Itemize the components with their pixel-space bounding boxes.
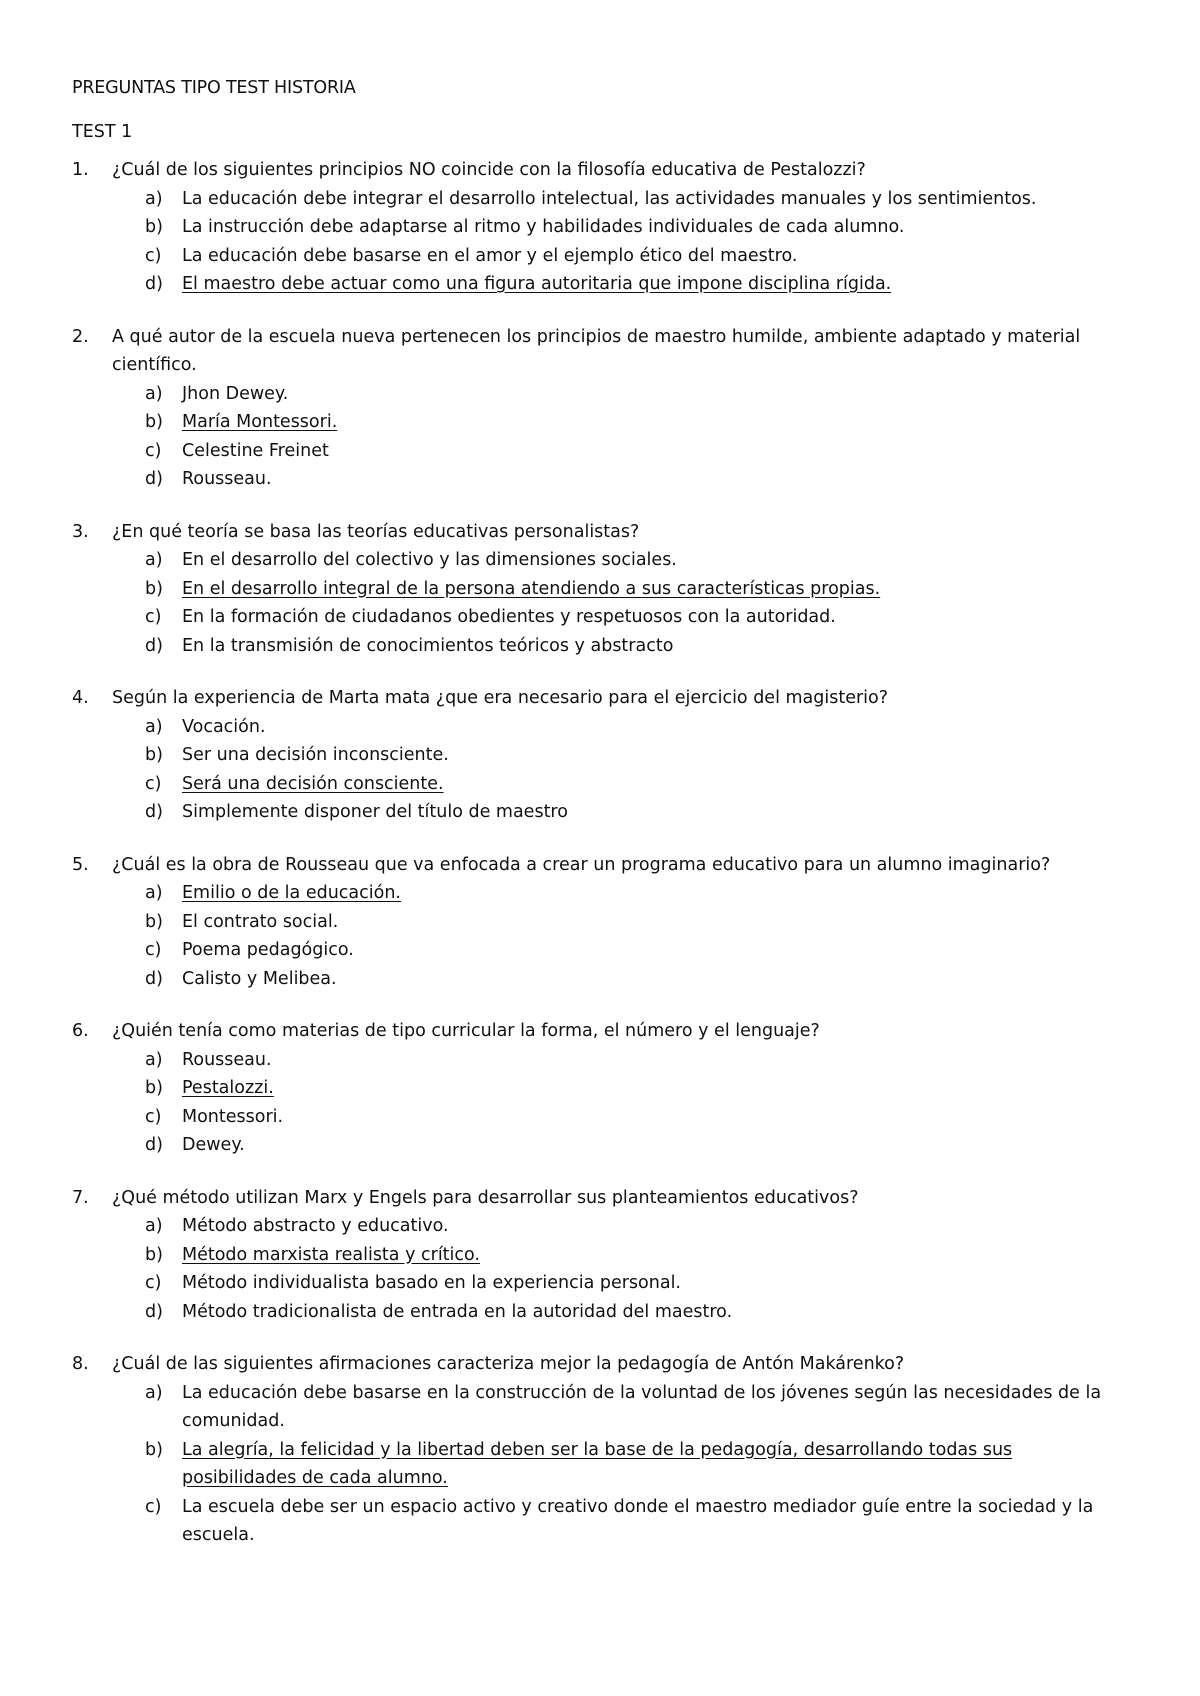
option-text-correct: Método marxista realista y crítico. xyxy=(182,1244,480,1265)
answer-option xyxy=(145,741,1120,770)
question-item xyxy=(72,1017,1120,1160)
question-stem xyxy=(72,851,1120,880)
option-text: La escuela debe ser un espacio activo y creativo donde el maestro mediador guíe entre la sociedad y la escuela. xyxy=(182,1496,1094,1545)
question-list xyxy=(72,156,1120,1550)
answer-option xyxy=(145,408,1120,437)
document-title: PREGUNTAS TIPO TEST HISTORIA xyxy=(72,78,356,98)
option-letter: c) xyxy=(145,1106,162,1127)
answer-options xyxy=(72,713,1120,827)
option-letter: b) xyxy=(145,1078,163,1098)
question-text: ¿Cuál es la obra de Rousseau que va enfocada a crear un programa educativo para un alumno imaginario? xyxy=(112,854,1051,875)
option-letter: a) xyxy=(145,883,163,903)
test-label: TEST 1 xyxy=(72,122,133,142)
option-text-correct: El maestro debe actuar como una figura autoritaria que impone disciplina rígida. xyxy=(182,274,892,294)
answer-option xyxy=(145,1103,1120,1132)
question-number: 5. xyxy=(72,854,89,875)
option-letter: c) xyxy=(145,607,162,627)
option-text: Simplemente disponer del título de maestro xyxy=(182,802,568,822)
option-letter: a) xyxy=(145,550,163,570)
question-stem xyxy=(72,518,1120,547)
option-text: Jhon Dewey. xyxy=(182,383,289,404)
question-stem xyxy=(72,684,1120,713)
option-text: Método individualista basado en la experiencia personal. xyxy=(182,1273,681,1293)
option-text: Poema pedagógico. xyxy=(182,940,354,960)
question-number: 4. xyxy=(72,688,89,708)
question-text: A qué autor de la escuela nueva pertenecen los principios de maestro humilde, ambiente adaptado y material científico. xyxy=(112,326,1081,375)
option-letter: d) xyxy=(145,274,163,294)
question-text: ¿Cuál de las siguientes afirmaciones caracteriza mejor la pedagogía de Antón Makárenko? xyxy=(112,1354,905,1374)
option-text: En el desarrollo del colectivo y las dimensiones sociales. xyxy=(182,550,677,570)
option-letter: b) xyxy=(145,217,163,237)
option-letter: b) xyxy=(145,1244,163,1265)
answer-option xyxy=(145,575,1120,604)
option-letter: a) xyxy=(145,188,163,209)
option-text: La educación debe integrar el desarrollo intelectual, las actividades manuales y los sentimientos. xyxy=(182,188,1037,209)
question-number: 8. xyxy=(72,1354,89,1374)
answer-option xyxy=(145,713,1120,742)
option-text-correct: Será una decisión consciente. xyxy=(182,773,444,794)
question-item xyxy=(72,851,1120,994)
answer-option xyxy=(145,242,1120,271)
question-text: Según la experiencia de Marta mata ¿que era necesario para el ejercicio del magisterio? xyxy=(112,688,889,708)
answer-option xyxy=(145,213,1120,242)
option-text: La educación debe basarse en la construcción de la voluntad de los jóvenes según las necesidades de la comunidad. xyxy=(182,1382,1102,1431)
option-text: Rousseau. xyxy=(182,1049,272,1070)
answer-option xyxy=(145,1379,1120,1436)
option-text: En la formación de ciudadanos obedientes y respetuosos con la autoridad. xyxy=(182,607,836,627)
question-number: 3. xyxy=(72,521,89,542)
option-text: En la transmisión de conocimientos teóricos y abstracto xyxy=(182,635,674,656)
question-item xyxy=(72,518,1120,661)
option-letter: c) xyxy=(145,245,162,266)
answer-option xyxy=(145,1269,1120,1298)
option-letter: c) xyxy=(145,940,162,960)
option-letter: c) xyxy=(145,1496,162,1517)
question-number: 7. xyxy=(72,1187,89,1208)
option-letter: a) xyxy=(145,1216,163,1236)
answer-option xyxy=(145,546,1120,575)
answer-option xyxy=(145,770,1120,799)
option-text-correct: María Montessori. xyxy=(182,412,338,432)
answer-option xyxy=(145,1241,1120,1270)
answer-option xyxy=(145,798,1120,827)
option-letter: b) xyxy=(145,578,163,599)
question-item xyxy=(72,323,1120,494)
option-letter: a) xyxy=(145,383,163,404)
option-letter: d) xyxy=(145,1301,163,1322)
option-text-correct: Pestalozzi. xyxy=(182,1078,274,1098)
option-letter: c) xyxy=(145,1273,162,1293)
answer-options xyxy=(72,1379,1120,1550)
option-letter: d) xyxy=(145,469,163,489)
question-text: ¿Quién tenía como materias de tipo curricular la forma, el número y el lenguaje? xyxy=(112,1021,820,1041)
answer-option xyxy=(145,1298,1120,1327)
question-stem xyxy=(72,156,1120,185)
option-letter: a) xyxy=(145,1382,163,1403)
option-letter: b) xyxy=(145,1439,163,1460)
answer-option xyxy=(145,1436,1120,1493)
option-text: Dewey. xyxy=(182,1135,245,1155)
option-text: Método tradicionalista de entrada en la autoridad del maestro. xyxy=(182,1301,733,1322)
answer-option xyxy=(145,270,1120,299)
option-text: El contrato social. xyxy=(182,911,339,932)
option-text: La instrucción debe adaptarse al ritmo y habilidades individuales de cada alumno. xyxy=(182,217,905,237)
answer-options xyxy=(72,879,1120,993)
option-text-correct: En el desarrollo integral de la persona atendiendo a sus características propias. xyxy=(182,578,881,599)
option-text-correct: La alegría, la felicidad y la libertad deben ser la base de la pedagogía, desarrollando todas sus posibilidades de cada alumno. xyxy=(182,1439,1013,1488)
answer-option xyxy=(145,1212,1120,1241)
option-text: La educación debe basarse en el amor y el ejemplo ético del maestro. xyxy=(182,245,798,266)
option-text: Montessori. xyxy=(182,1106,284,1127)
answer-option xyxy=(145,437,1120,466)
option-letter: d) xyxy=(145,635,163,656)
question-item xyxy=(72,156,1120,299)
option-letter: c) xyxy=(145,440,162,461)
option-text: Ser una decisión inconsciente. xyxy=(182,745,449,765)
option-letter: a) xyxy=(145,1049,163,1070)
answer-option xyxy=(145,603,1120,632)
question-stem xyxy=(72,1184,1120,1213)
answer-option xyxy=(145,879,1120,908)
question-item xyxy=(72,1350,1120,1550)
option-letter: b) xyxy=(145,745,163,765)
question-number: 1. xyxy=(72,160,89,180)
question-number: 6. xyxy=(72,1021,89,1041)
option-letter: d) xyxy=(145,1135,163,1155)
question-item xyxy=(72,684,1120,827)
question-stem xyxy=(72,1017,1120,1046)
answer-options xyxy=(72,185,1120,299)
answer-option xyxy=(145,1074,1120,1103)
answer-options xyxy=(72,1212,1120,1326)
option-letter: d) xyxy=(145,968,163,989)
answer-option xyxy=(145,465,1120,494)
option-text: Método abstracto y educativo. xyxy=(182,1216,449,1236)
answer-option xyxy=(145,380,1120,409)
answer-option xyxy=(145,1131,1120,1160)
answer-option xyxy=(145,185,1120,214)
option-text: Vocación. xyxy=(182,716,266,737)
option-text: Celestine Freinet xyxy=(182,440,329,461)
option-text-correct: Emilio o de la educación. xyxy=(182,883,401,903)
option-letter: a) xyxy=(145,716,163,737)
answer-option xyxy=(145,1493,1120,1550)
answer-option xyxy=(145,936,1120,965)
question-stem xyxy=(72,1350,1120,1379)
answer-option xyxy=(145,965,1120,994)
option-letter: d) xyxy=(145,802,163,822)
option-letter: b) xyxy=(145,911,163,932)
question-text: ¿Cuál de los siguientes principios NO coincide con la filosofía educativa de Pestalozzi? xyxy=(112,160,866,180)
answer-options xyxy=(72,380,1120,494)
answer-options xyxy=(72,1046,1120,1160)
answer-options xyxy=(72,546,1120,660)
question-text: ¿Qué método utilizan Marx y Engels para desarrollar sus planteamientos educativos? xyxy=(112,1187,859,1208)
question-item xyxy=(72,1184,1120,1327)
option-text: Calisto y Melibea. xyxy=(182,968,337,989)
question-text: ¿En qué teoría se basa las teorías educativas personalistas? xyxy=(112,521,640,542)
question-stem xyxy=(72,323,1120,380)
option-letter: c) xyxy=(145,773,162,794)
option-text: Rousseau. xyxy=(182,469,272,489)
answer-option xyxy=(145,632,1120,661)
option-letter: b) xyxy=(145,412,163,432)
answer-option xyxy=(145,908,1120,937)
question-number: 2. xyxy=(72,326,89,347)
answer-option xyxy=(145,1046,1120,1075)
